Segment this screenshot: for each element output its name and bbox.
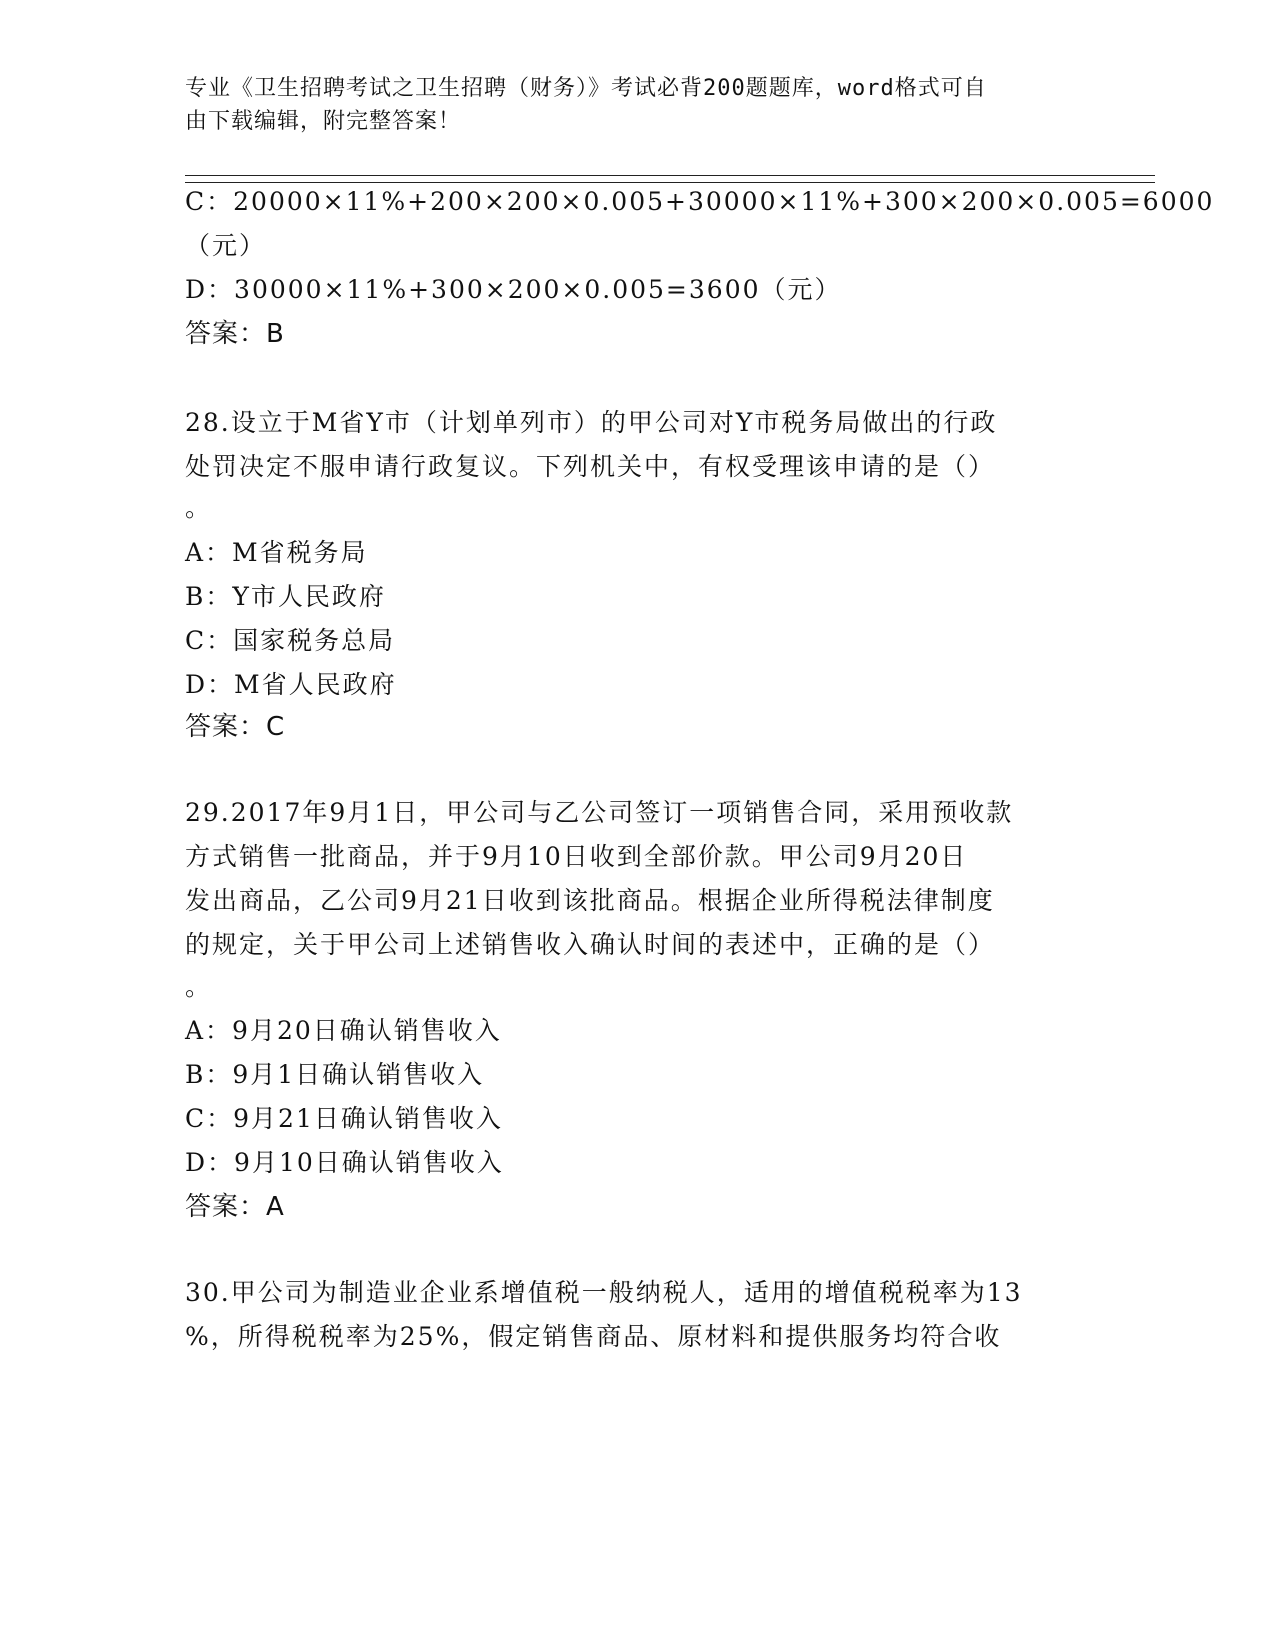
q30-stem-line-1: 30.甲公司为制造业企业系增值税一般纳税人，适用的增值税税率为13 bbox=[185, 1278, 1023, 1307]
header-divider-top bbox=[185, 175, 1155, 176]
q28-stem-line-3: 。 bbox=[185, 493, 213, 522]
q29-answer: 答案：A bbox=[185, 1192, 285, 1222]
q28-option-d: D：M省人民政府 bbox=[185, 670, 397, 699]
q29-stem-line-2: 方式销售一批商品，并于9月10日收到全部价款。甲公司9月20日 bbox=[185, 842, 968, 871]
q28-option-b: B：Y市人民政府 bbox=[185, 582, 386, 611]
header-divider-bottom bbox=[185, 182, 1155, 183]
q29-stem-line-5: 。 bbox=[185, 972, 213, 1001]
q28-option-a: A：M省税务局 bbox=[185, 538, 368, 567]
q29-option-d: D：9月10日确认销售收入 bbox=[185, 1148, 504, 1177]
q27-option-c-line-2: （元） bbox=[185, 231, 267, 260]
q29-option-b: B：9月1日确认销售收入 bbox=[185, 1060, 485, 1089]
q27-answer: 答案：B bbox=[185, 319, 285, 349]
q29-option-a: A：9月20日确认销售收入 bbox=[185, 1016, 502, 1045]
q28-answer: 答案：C bbox=[185, 712, 286, 742]
q30-stem-line-2: %，所得税税率为25%，假定销售商品、原材料和提供服务均符合收 bbox=[185, 1322, 1002, 1351]
document-header bbox=[185, 72, 1085, 138]
q27-option-c-line-1: C：20000×11%+200×200×0.005+30000×11%+300×200×0.005=6000 bbox=[185, 187, 1215, 216]
q28-option-c: C：国家税务总局 bbox=[185, 626, 396, 655]
q27-option-d: D：30000×11%+300×200×0.005=3600（元） bbox=[185, 275, 842, 304]
q29-stem-line-1: 29.2017年9月1日，甲公司与乙公司签订一项销售合同，采用预收款 bbox=[185, 798, 1014, 827]
q29-option-c: C：9月21日确认销售收入 bbox=[185, 1104, 503, 1133]
q28-stem-line-2: 处罚决定不服申请行政复议。下列机关中，有权受理该申请的是（） bbox=[185, 452, 996, 481]
q29-stem-line-3: 发出商品，乙公司9月21日收到该批商品。根据企业所得税法律制度 bbox=[185, 886, 995, 915]
q28-stem-line-1: 28.设立于M省Y市（计划单列市）的甲公司对Y市税务局做出的行政 bbox=[185, 408, 998, 437]
header-line-1: 专业《卫生招聘考试之卫生招聘（财务）》考试必背200题题库，word格式可自 bbox=[185, 76, 987, 101]
header-line-2: 由下载编辑，附完整答案！ bbox=[185, 109, 462, 134]
q29-stem-line-4: 的规定，关于甲公司上述销售收入确认时间的表述中，正确的是（） bbox=[185, 930, 996, 959]
